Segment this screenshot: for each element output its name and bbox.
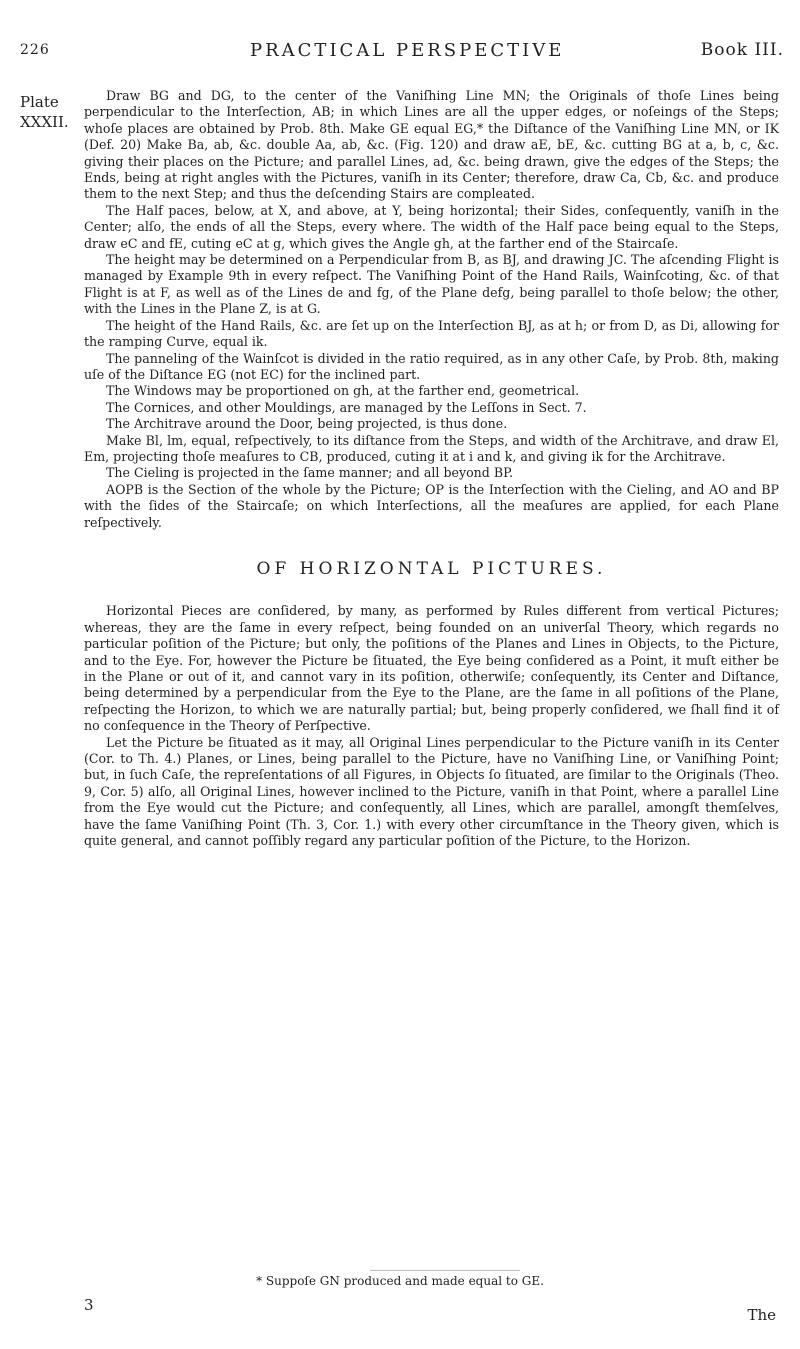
page-header: [20, 40, 784, 70]
plate-label: Plate: [20, 93, 59, 111]
paragraph: AOPB is the Section of the whole by the Picture; OP is the Interſection with the Cieling, and AO and BP with the ſides of the Staircaſe; on which Interſections, all the meaſures are applied, for each Plane reſpectively.: [84, 481, 779, 530]
footnote-rule: [370, 1270, 520, 1271]
plate-number: XXXII.: [20, 113, 69, 131]
paragraph: The height of the Hand Rails, &c. are ſet up on the Interſection BJ, as at h; or from D, as Di, allowing for the ramping Curve, equal ik.: [84, 317, 779, 350]
paragraph: The Cornices, and other Mouldings, are managed by the Leſſons in Sect. 7.: [106, 399, 587, 415]
paragraph: The Cieling is projected in the ſame manner; and all beyond BP.: [106, 465, 514, 481]
paragraph: The panneling of the Wainſcot is divided in the ratio required, as in any other Caſe, by Prob. 8th, making uſe of the Diſtance EG (not EC) for the inclined part.: [84, 350, 779, 382]
plate-margin-note: [20, 92, 76, 132]
paragraph: Make Bl, lm, equal, reſpectively, to its diſtance from the Steps, and width of the Architrave, and draw El, Em, projecting thoſe meaſures to CB, produced, cuting it at i and k, and giving ik for the Architrave.: [84, 432, 779, 464]
body-text: [84, 88, 779, 849]
section-title: OF HORIZONTAL PICTURES.: [256, 558, 607, 579]
paragraph: The Windows may be proportioned on gh, at the farther end, geometrical.: [106, 383, 580, 399]
paragraph: The Architrave around the Door, being projected, is thus done.: [106, 416, 508, 432]
footnote: * Suppoſe GN produced and made equal to GE.: [256, 1274, 544, 1288]
paragraph: The height may be determined on a Perpendicular from B, as BJ, and drawing JC. The aſcending Flight is managed by Example 9th in every reſpect. The Vaniſhing Point of the Hand Rails, Wainſcoting, &c. of that Flight is at F, as well as of the Lines de and fg, of the Plane defg, being parallel to thoſe below; the other, with the Lines in the Plane Z, is at G.: [84, 252, 779, 317]
paragraph: Horizontal Pieces are conſidered, by many, as performed by Rules different from vertical Pictures; whereas, they are the ſame in every reſpect, being founded on an univerſal Theory, which regards no particular poſition of the Picture; but only, the poſitions of the Planes and Lines in Objects, to the Picture, and to the Eye. For, however the Picture be ſituated, the Eye being conſidered as a Point, it muſt either be in the Plane or out of it, and cannot vary in its poſition, otherwiſe; conſequently, its Center and Diſtance, being determined by a perpendicular from the Eye to the Plane, are the ſame in all poſitions of the Plane, reſpecting the Horizon, to which we are naturally partial; but, being properly conſidered, we ſhall find it of no conſequence in the Theory of Perſpective.: [84, 603, 779, 734]
running-title: PRACTICAL PERSPECTIVE: [250, 40, 565, 61]
page-number: 226: [20, 42, 50, 58]
paragraph: The Half paces, below, at X, and above, at Y, being horizontal; their Sides, conſequently, vaniſh in the Center; alſo, the ends of all the Steps, every where. The width of the Half pace being equal to the Steps, draw eC and fE, cuting eC at g, which gives the Angle gh, at the farther end of the Staircaſe.: [84, 202, 779, 251]
book-label: Book III.: [700, 40, 784, 60]
signature-mark: 3: [84, 1296, 94, 1314]
paragraph: Draw BG and DG, to the center of the Vaniſhing Line MN; the Originals of thoſe Lines being perpendicular to the Interſection, AB; in which Lines are all the upper edges, or noſeings of the Steps; whoſe places are obtained by Prob. 8th. Make GE equal EG,* the Diſtance of the Vaniſhing Line MN, or IK (Def. 20) Make Ba, ab, &c. double Aa, ab, &c. (Fig. 120) and draw aE, bE, &c. cutting BG at a, b, c, &c. giving their places on the Picture; and parallel Lines, ad, &c. being drawn, give the edges of the Steps; the Ends, being at right angles with the Pictures, vaniſh in its Center; therefore, draw Ca, Cb, &c. and produce them to the next Step; and thus the deſcending Stairs are compleated.: [84, 88, 779, 202]
catchword: The: [747, 1306, 776, 1324]
paragraph: Let the Picture be ſituated as it may, all Original Lines perpendicular to the Picture vaniſh in its Center (Cor. to Th. 4.) Planes, or Lines, being parallel to the Picture, have no Vaniſhing Line, or Vaniſhing Point; but, in ſuch Caſe, the repreſentations of all Figures, in Objects ſo ſituated, are ſimilar to the Originals (Theo. 9, Cor. 5) alſo, all Original Lines, however inclined to the Picture, vaniſh in that Point, where a parallel Line from the Eye would cut the Picture; and conſequently, all Lines, which are parallel, amongſt themſelves, have the ſame Vaniſhing Point (Th. 3, Cor. 1.) with every other circumſtance in the Theory given, which is quite general, and cannot poſſibly regard any particular poſition of the Picture, to the Horizon.: [84, 734, 779, 849]
